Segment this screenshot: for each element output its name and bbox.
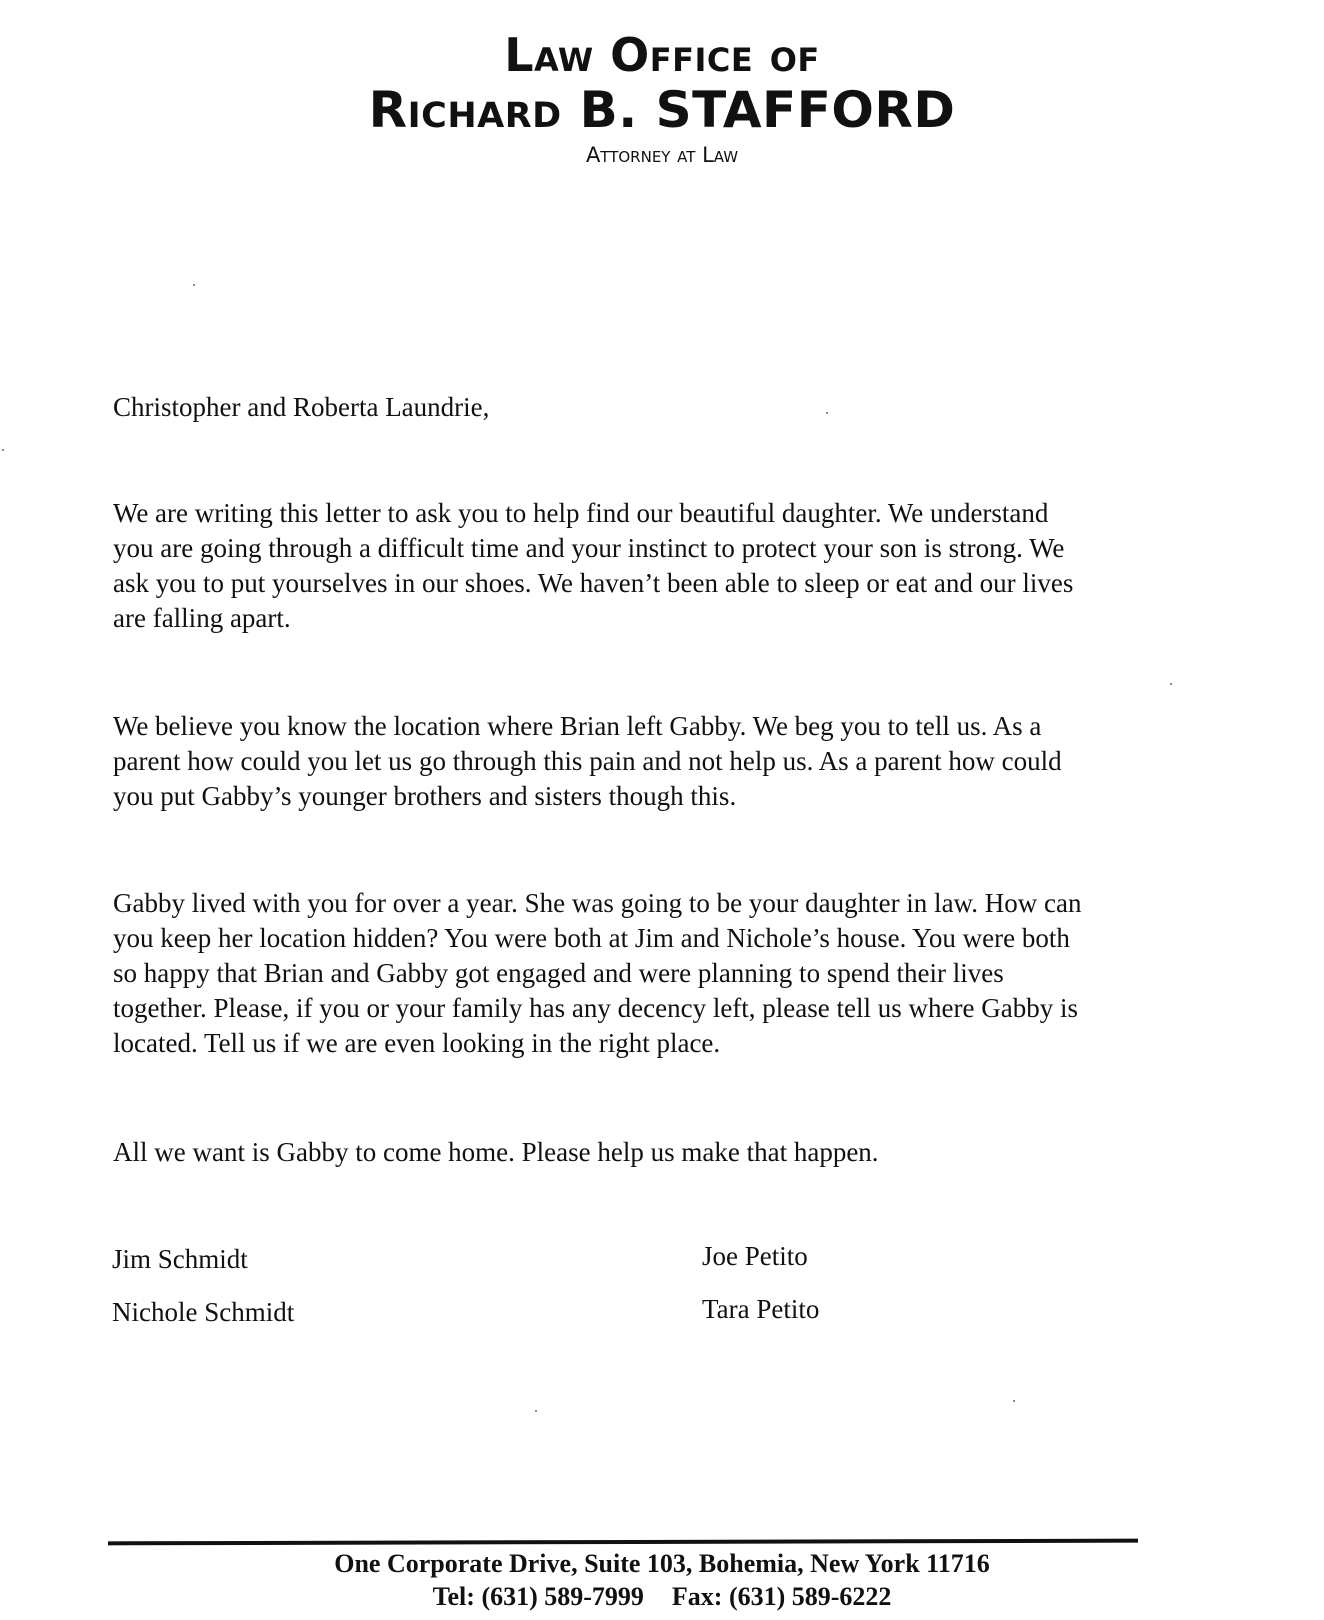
scan-speck [1170,683,1172,685]
footer-contact [0,1580,1324,1613]
letterhead-title-line2: Richard B. STAFFORD [368,81,956,139]
paragraph-2: We believe you know the location where Brian left Gabby. We beg you to tell us. As a parent how could you let us go through this pain and not help us. As a parent how could you put Gabby’s younger brothers and sisters though this. [113,711,1062,811]
scan-speck [2,449,4,451]
signature-jim-schmidt: Jim Schmidt [112,1244,248,1274]
paragraph-1: We are writing this letter to ask you to help find our beautiful daughter. We understand you are going through a difficult time and your instinct to protect your son is strong. We ask you to put yourselves in our shoes. We haven’t been able to sleep or eat and our lives are falling apart. [113,498,1074,633]
scan-speck [535,1410,537,1412]
signature-tara-petito: Tara Petito [702,1294,820,1324]
signature-nichole-schmidt: Nichole Schmidt [112,1297,295,1327]
salutation: Christopher and Roberta Laundrie, [113,392,490,422]
letterhead [0,28,1324,170]
footer-fax: Fax: (631) 589-6222 [671,1582,892,1611]
footer [0,1547,1324,1613]
paragraph-3: Gabby lived with you for over a year. She was going to be your daughter in law. How can you keep her location hidden? You were both at Jim and Nichole’s house. You were both so happy that Brian and Gabby got engaged and were planning to spend their lives together. Please, if you or your family has any decency left, please tell us where Gabby is located. Tell us if we are even looking in the right place. [113,888,1082,1058]
paragraph-4: All we want is Gabby to come home. Please help us make that happen. [113,1137,879,1167]
footer-address: One Corporate Drive, Suite 103, Bohemia, New York 11716 [334,1549,990,1578]
letterhead-title-line1: Law Office of [504,28,820,82]
scan-speck [193,284,195,286]
letterhead-subtitle: Attorney at Law [585,143,739,167]
scan-speck [1013,1400,1015,1402]
footer-tel: Tel: (631) 589-7999 [432,1582,644,1611]
footer-divider [108,1539,1138,1546]
signature-joe-petito: Joe Petito [702,1241,808,1271]
